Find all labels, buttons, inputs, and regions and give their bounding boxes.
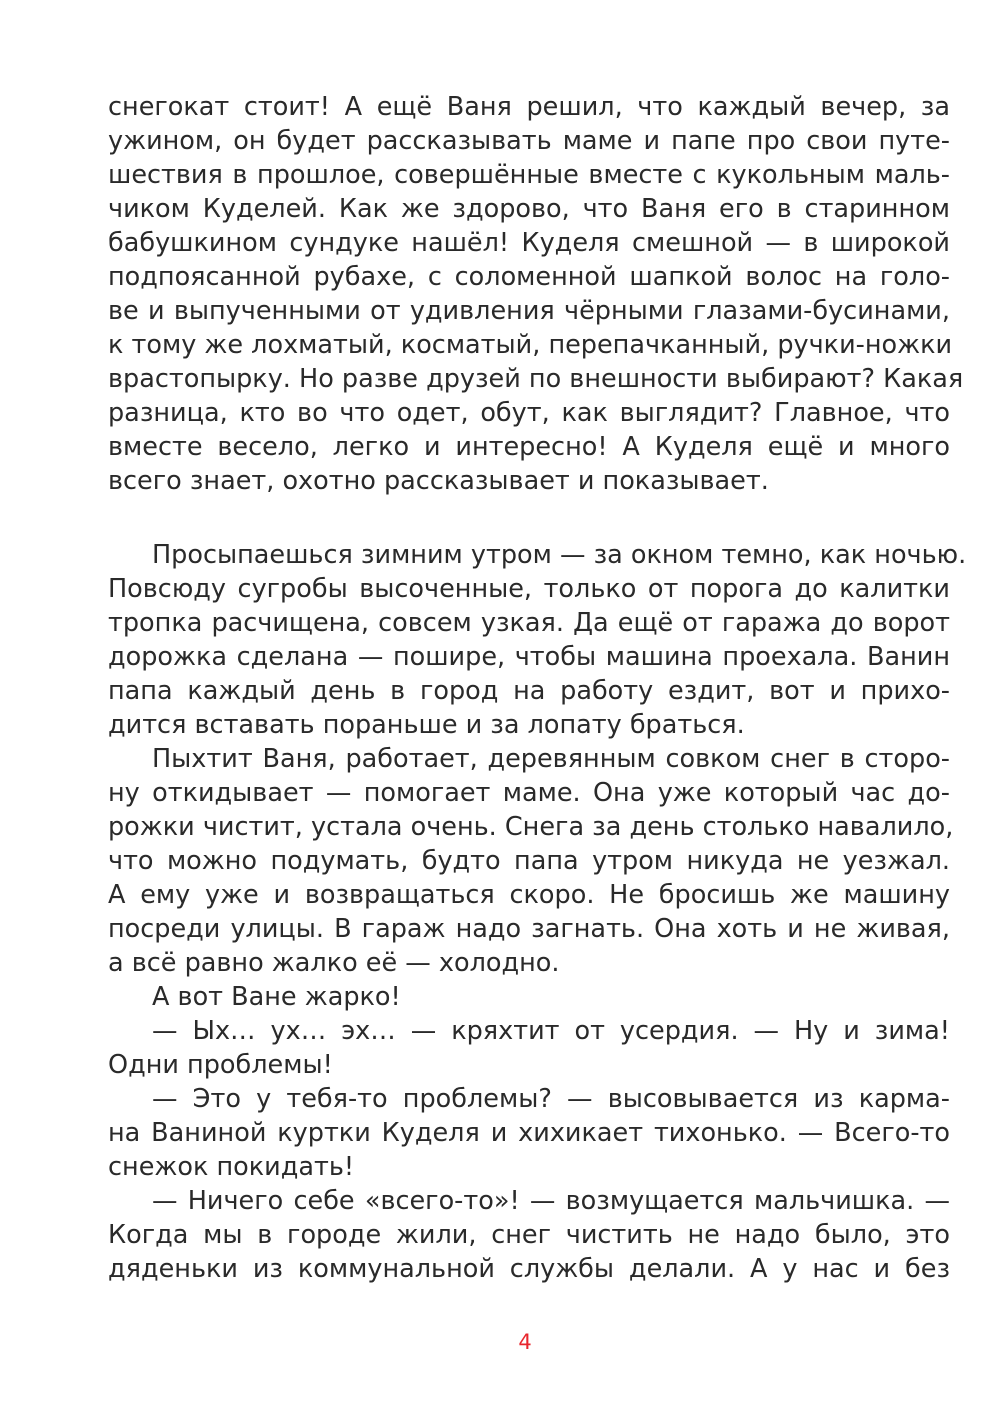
text-line: чиком Куделей. Как же здорово, что Ваня его в старинном (108, 194, 950, 224)
text-line: — Ничего себе «всего-то»! — возмущается мальчишка. — (152, 1186, 950, 1216)
text-line: к тому же лохматый, косматый, перепачканный, ручки-ножки (108, 330, 953, 360)
text-line: папа каждый день в город на работу ездит, вот и прихо- (108, 676, 950, 706)
text-line: А вот Ване жарко! (152, 982, 401, 1012)
text-line: посреди улицы. В гараж надо загнать. Она хоть и не живая, (108, 914, 950, 944)
paragraph (108, 742, 954, 980)
paragraph (108, 980, 950, 1014)
text-line: Повсюду сугробы высоченные, только от порога до калитки (108, 574, 950, 604)
text-line: — Ых… ух… эх… — кряхтит от усердия. — Ну и зима! (152, 1016, 950, 1046)
text-line: ве и выпученными от удивления чёрными глазами-бусинами, (108, 296, 950, 326)
text-line: Когда мы в городе жили, снег чистить не надо было, это (108, 1220, 950, 1250)
paragraph (108, 538, 967, 742)
text-line: подпоясанной рубахе, с соломенной шапкой волос на голо- (108, 262, 950, 292)
text-line: что можно подумать, будто папа утром никуда не уезжал. (108, 846, 950, 876)
text-line: Одни проблемы! (108, 1050, 333, 1080)
dialogue-paragraph (108, 1014, 950, 1082)
text-line: вместе весело, легко и интересно! А Куделя ещё и много (108, 432, 950, 462)
text-line: дяденьки из коммунальной службы делали. А у нас и без (108, 1254, 950, 1284)
text-line: а всё равно жалко её — холодно. (108, 948, 560, 978)
paragraph (108, 90, 964, 498)
text-line: — Это у тебя-то проблемы? — высовывается из карма- (152, 1084, 950, 1114)
text-line: Пыхтит Ваня, работает, деревянным совком снег в сторо- (152, 744, 950, 774)
page-text (108, 90, 967, 1286)
dialogue-paragraph (108, 1082, 950, 1184)
text-line: врастопырку. Но разве друзей по внешности выбирают? Какая (108, 364, 964, 394)
text-line: снегокат стоит! А ещё Ваня решил, что каждый вечер, за (108, 92, 950, 122)
text-line: Просыпаешься зимним утром — за окном темно, как ночью. (152, 540, 967, 570)
text-line: шествия в прошлое, совершённые вместе с кукольным маль- (108, 160, 950, 190)
text-line: бабушкином сундуке нашёл! Куделя смешной — в широкой (108, 228, 950, 258)
dialogue-paragraph (108, 1184, 950, 1286)
text-line: снежок покидать! (108, 1152, 355, 1182)
text-line: дорожка сделана — пошире, чтобы машина проехала. Ванин (108, 642, 950, 672)
section-break (108, 498, 950, 538)
text-line: дится вставать пораньше и за лопату браться. (108, 710, 745, 740)
text-line: тропка расчищена, совсем узкая. Да ещё от гаража до ворот (108, 608, 950, 638)
text-line: всего знает, охотно рассказывает и показывает. (108, 466, 769, 496)
text-line: А ему уже и возвращаться скоро. Не бросишь же машину (108, 880, 950, 910)
text-line: рожки чистит, устала очень. Снега за день столько навалило, (108, 812, 954, 842)
text-line: ужином, он будет рассказывать маме и папе про свои путе- (108, 126, 950, 156)
text-line: разница, кто во что одет, обут, как выглядит? Главное, что (108, 398, 950, 428)
text-line: ну откидывает — помогает маме. Она уже который час до- (108, 778, 950, 808)
page-number: 4 (518, 1330, 532, 1354)
text-line: на Ваниной куртки Куделя и хихикает тихонько. — Всего-то (108, 1118, 950, 1148)
